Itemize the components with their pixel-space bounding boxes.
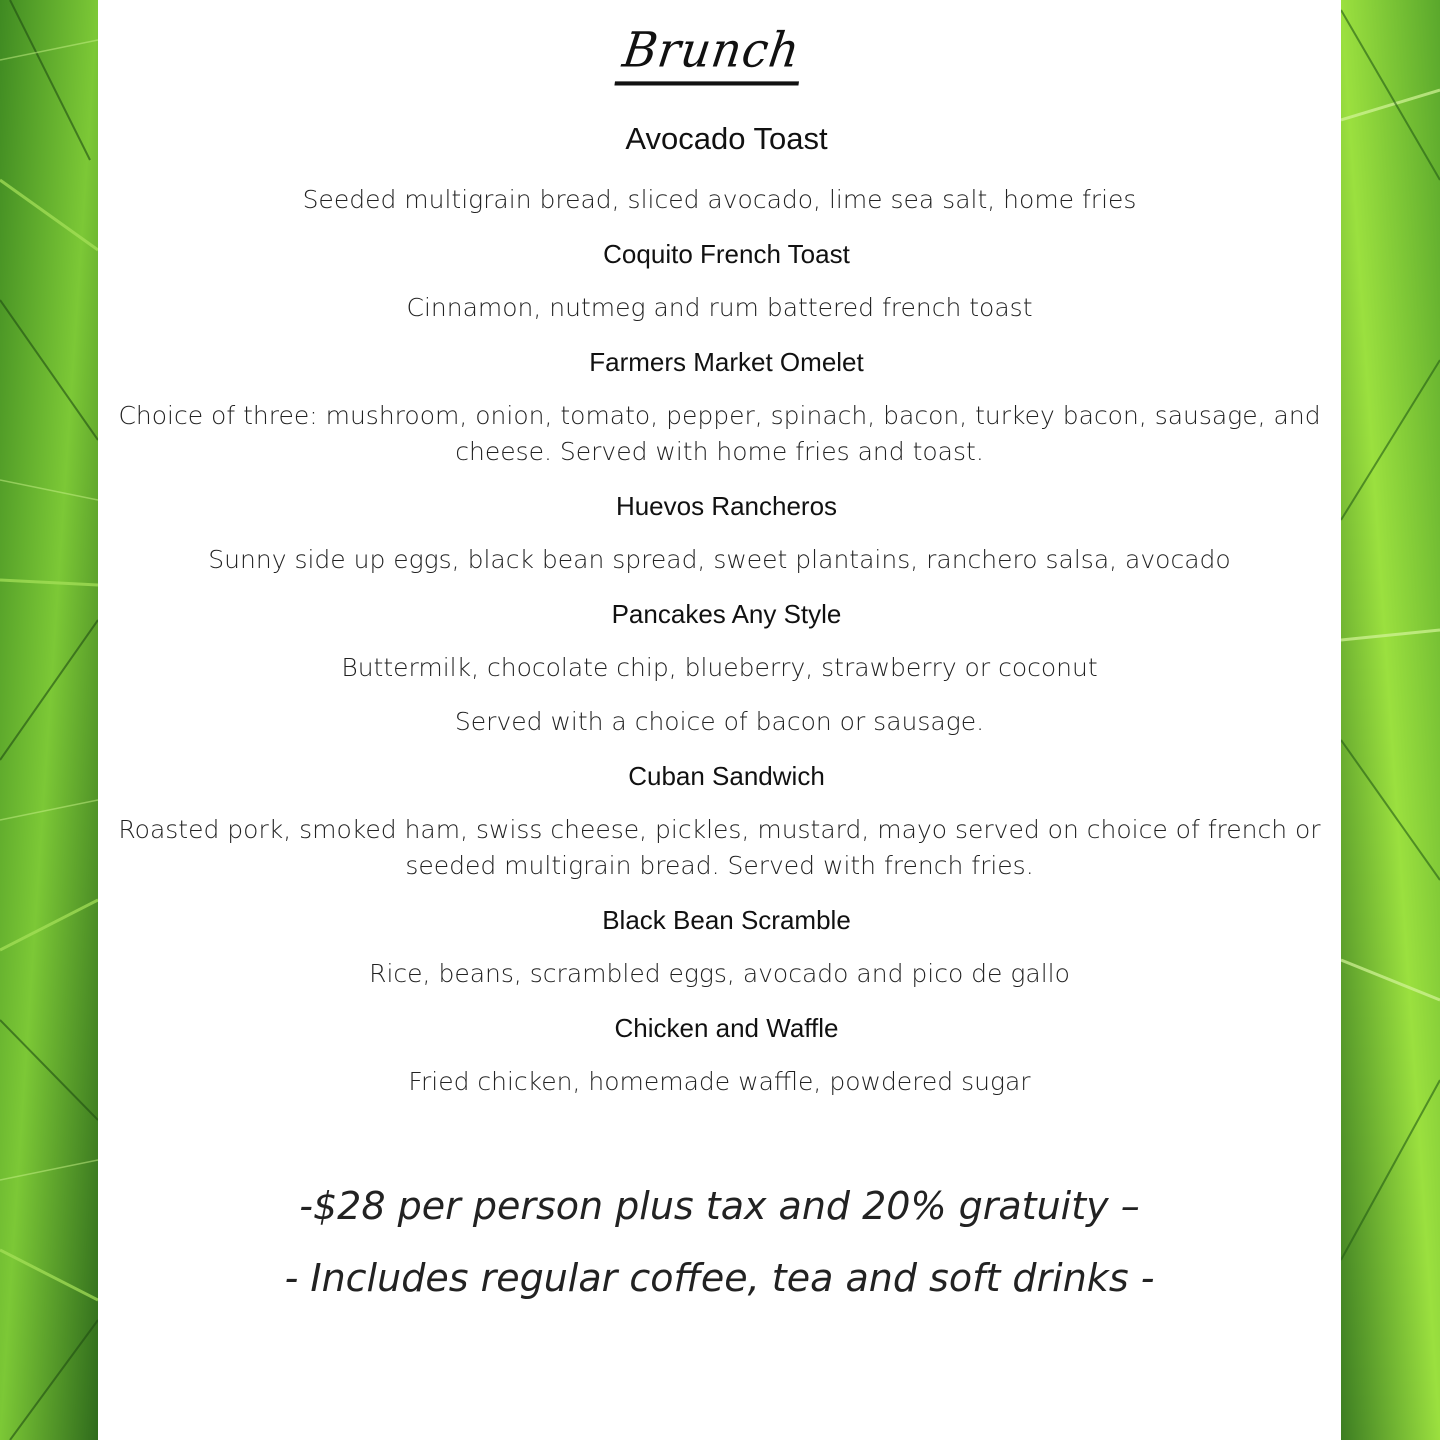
- menu-item-description: Buttermilk, chocolate chip, blueberry, strawberry or coconut: [341, 653, 1098, 682]
- menu-item-name: Coquito French Toast: [603, 239, 850, 269]
- menu-item-name: Black Bean Scramble: [602, 905, 851, 935]
- price-note: -$28 per person plus tax and 20% gratuity –: [299, 1184, 1140, 1228]
- menu-footer: [98, 1170, 1341, 1314]
- menu-item-description: Choice of three: mushroom, onion, tomato, pepper, spinach, bacon, turkey bacon, sausage, and cheese. Served with home fries and toast.: [118, 401, 1321, 466]
- menu-item-description: Seeded multigrain bread, sliced avocado, lime sea salt, home fries: [302, 185, 1137, 214]
- menu-item-name: Chicken and Waffle: [614, 1013, 839, 1043]
- palm-leaves-right-image: [1341, 0, 1440, 1440]
- menu-item-description: Cinnamon, nutmeg and rum battered french toast: [406, 293, 1033, 322]
- palm-leaves-left-image: [0, 0, 98, 1440]
- menu-item-description: Served with a choice of bacon or sausage.: [454, 707, 985, 736]
- menu-item-description: Rice, beans, scrambled eggs, avocado and pico de gallo: [369, 959, 1070, 988]
- menu-panel: [98, 0, 1341, 1440]
- includes-note: - Includes regular coffee, tea and soft drinks -: [284, 1256, 1155, 1300]
- menu-items: [98, 114, 1341, 1100]
- menu-item-name: Pancakes Any Style: [611, 599, 842, 629]
- menu-item-name: Huevos Rancheros: [615, 491, 838, 521]
- menu-item-description: Fried chicken, homemade waffle, powdered sugar: [408, 1067, 1031, 1096]
- menu-item-description: Roasted pork, smoked ham, swiss cheese, pickles, mustard, mayo served on choice of french or seeded multigrain bread. Served with french fries.: [118, 815, 1321, 880]
- menu-item-name: Avocado Toast: [625, 121, 828, 156]
- menu-title: Brunch: [615, 20, 809, 85]
- menu-item-name: Cuban Sandwich: [628, 761, 825, 791]
- menu-item-description: Sunny side up eggs, black bean spread, sweet plantains, ranchero salsa, avocado: [208, 545, 1231, 574]
- menu-item-name: Farmers Market Omelet: [589, 347, 864, 377]
